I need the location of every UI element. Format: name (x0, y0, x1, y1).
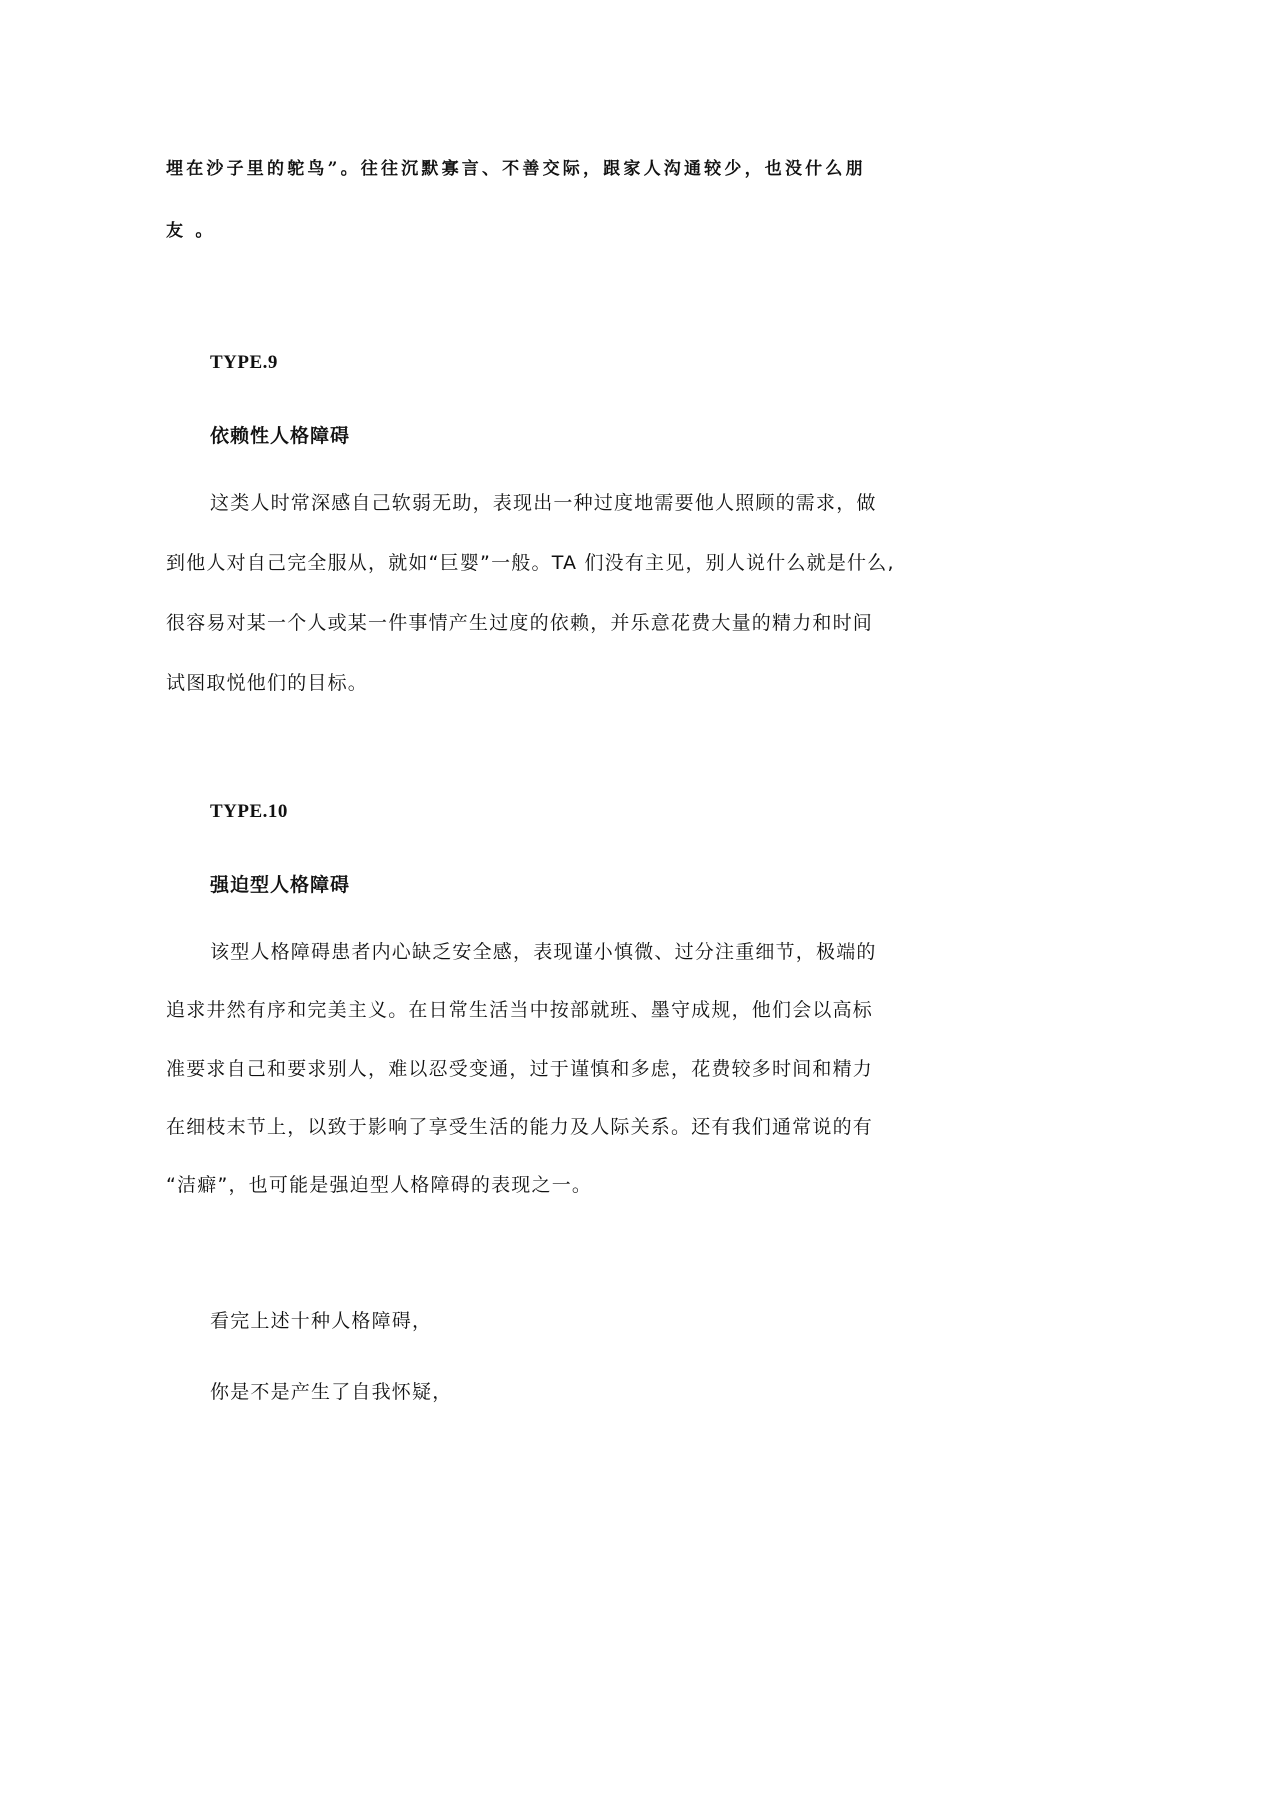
type-9-paragraph-line-4: 试图取悦他们的目标。 (166, 672, 369, 694)
type-10-paragraph-line-3: 准要求自己和要求别人，难以忍受变通，过于谨慎和多虑，花费较多时间和精力 (166, 1058, 874, 1080)
intro-line-2: 友 。 (166, 221, 216, 241)
type-9-label: TYPE.9 (210, 352, 278, 373)
closing-line-1: 看完上述十种人格障碍， (210, 1310, 433, 1332)
type-10-paragraph-line-1: 该型人格障碍患者内心缺乏安全感，表现谨小慎微、过分注重细节，极端的 (210, 941, 877, 963)
type-9-heading: 依赖性人格障碍 (210, 425, 351, 447)
type-10-paragraph-line-2: 追求井然有序和完美主义。在日常生活当中按部就班、墨守成规，他们会以高标 (166, 999, 874, 1021)
type-10-paragraph-line-4: 在细枝末节上，以致于影响了享受生活的能力及人际关系。还有我们通常说的有 (166, 1116, 874, 1138)
closing-line-2: 你是不是产生了自我怀疑， (210, 1381, 453, 1403)
type-10-paragraph-line-5: “洁癖”，也可能是强迫型人格障碍的表现之一。 (166, 1174, 593, 1196)
type-9-paragraph-line-1: 这类人时常深感自己软弱无助，表现出一种过度地需要他人照顾的需求，做 (210, 492, 877, 514)
type-10-heading: 强迫型人格障碍 (210, 874, 351, 896)
type-10-label: TYPE.10 (210, 801, 288, 822)
type-9-paragraph-line-2: 到他人对自己完全服从，就如“巨婴”一般。TA 们没有主见，别人说什么就是什么, (166, 552, 895, 574)
intro-line-1: 埋在沙子里的鸵鸟”。往往沉默寡言、不善交际，跟家人沟通较少，也没什么朋 (166, 159, 866, 179)
type-9-paragraph-line-3: 很容易对某一个人或某一件事情产生过度的依赖，并乐意花费大量的精力和时间 (166, 612, 874, 634)
